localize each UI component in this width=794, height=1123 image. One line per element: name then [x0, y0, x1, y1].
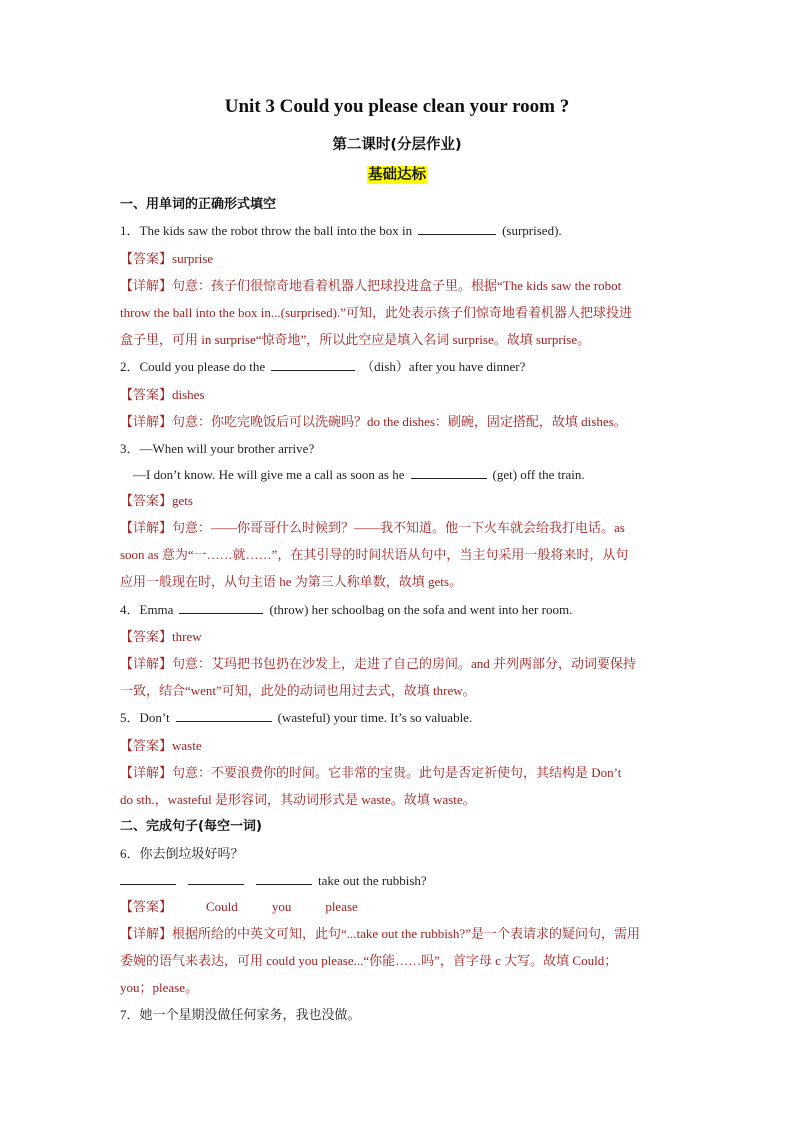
detail-label: 【详解】	[120, 415, 173, 430]
detail-1-line-1	[120, 277, 621, 296]
question-4-text: 4．Emma	[120, 602, 174, 617]
question-1-blank	[418, 222, 496, 235]
answer-6-value-2: you	[271, 899, 292, 914]
question-6-blank-2	[188, 872, 244, 885]
answer-3-value: gets	[172, 493, 193, 508]
question-6-blank-3	[256, 872, 312, 885]
question-3-blank	[411, 466, 487, 479]
question-1-hint: (surprised).	[502, 223, 562, 238]
detail-label: 【详解】	[120, 279, 173, 294]
answer-6-value-3: please	[325, 899, 358, 914]
answer-label: 【答案】	[120, 388, 173, 403]
detail-5-line-1	[120, 764, 621, 783]
question-1	[120, 222, 562, 240]
question-3-hint: (get) off the train.	[492, 467, 585, 482]
answer-1-value: surprise	[172, 251, 214, 266]
page-title: Unit 3 Could you please clean your room ?	[224, 96, 570, 117]
answer-1	[120, 250, 213, 269]
question-3-text: —I don’t know. He will give me a call as soon as he	[133, 467, 405, 482]
answer-6-value-1: Could	[206, 899, 238, 914]
answer-5-value: waste	[172, 738, 202, 753]
section-2-heading: 二、完成句子(每空一词)	[120, 819, 262, 834]
detail-4-text-1: 句意：艾玛把书包扔在沙发上，走进了自己的房间。and 并列两部分，动词要保持	[172, 656, 637, 671]
question-6-text: take out the rubbish?	[318, 873, 427, 888]
answer-label: 【答案】	[120, 494, 173, 509]
detail-2-line-1	[120, 413, 627, 432]
question-6-line-2	[120, 872, 427, 890]
detail-1-line-3: 盒子里，可用 in surprise“惊奇地”，所以此空应是填入名词 surprise。故填 surprise。	[120, 332, 591, 347]
detail-label: 【详解】	[120, 657, 173, 672]
answer-label: 【答案】	[120, 739, 173, 754]
detail-3-line-3: 应用一般现在时，从句主语 he 为第三人称单数，故填 gets。	[120, 574, 462, 589]
detail-6-line-3: you；please。	[120, 980, 198, 995]
answer-6	[120, 898, 358, 917]
answer-2	[120, 386, 205, 405]
question-2-blank	[271, 358, 355, 371]
detail-3-line-2: soon as 意为“一……就……”，在其引导的时间状语从句中，当主句采用一般将来时，从句	[120, 547, 629, 562]
answer-label: 【答案】	[120, 252, 173, 267]
question-3-line-1: 3．—When will your brother arrive?	[120, 441, 315, 456]
detail-4-line-1	[120, 655, 636, 674]
answer-4	[120, 628, 202, 647]
answer-label: 【答案】	[120, 630, 173, 645]
detail-4-line-2: 一致，结合“went”可知，此处的动词也用过去式，故填 threw。	[120, 683, 476, 698]
detail-6-text-1: 根据所给的中英文可知，此句“...take out the rubbish?”是一个表请求的疑问句，需用	[172, 926, 640, 941]
answer-3	[120, 492, 193, 511]
detail-2-text-1: 句意：你吃完晚饭后可以洗碗吗？do the dishes：刷碗，固定搭配，故填 dishes。	[172, 414, 627, 429]
detail-label: 【详解】	[120, 521, 173, 536]
detail-6-line-2: 委婉的语气来表达，可用 could you please...“你能……吗”，首字母 c 大写。故填 Could；	[120, 953, 618, 968]
question-2	[120, 358, 525, 376]
detail-3-text-1: 句意：——你哥哥什么时候到？——我不知道。他一下火车就会给我打电话。as	[172, 520, 625, 535]
level-label: 基础达标	[368, 167, 426, 183]
question-5	[120, 709, 472, 727]
question-4-hint: (throw) her schoolbag on the sofa and went into her room.	[269, 602, 573, 617]
answer-5	[120, 737, 202, 756]
answer-2-value: dishes	[172, 387, 205, 402]
answer-4-value: threw	[172, 629, 202, 644]
detail-1-text-1: 句意：孩子们很惊奇地看着机器人把球投进盒子里。根据“The kids saw the robot	[172, 278, 622, 293]
question-4	[120, 601, 572, 619]
level-badge	[0, 163, 794, 184]
detail-label: 【详解】	[120, 766, 173, 781]
question-5-hint: (wasteful) your time. It’s so valuable.	[277, 710, 473, 725]
question-7-line-1: 7．她一个星期没做任何家务，我也没做。	[120, 1007, 361, 1022]
detail-3-line-1	[120, 519, 625, 538]
question-5-blank	[176, 709, 272, 722]
detail-6-line-1	[120, 925, 640, 944]
detail-5-line-2: do sth.，wasteful 是形容词，其动词形式是 waste。故填 waste。	[120, 792, 476, 807]
question-1-text: 1．The kids saw the robot throw the ball into the box in	[120, 223, 413, 238]
answer-label: 【答案】	[120, 900, 173, 915]
question-6-line-1: 6．你去倒垃圾好吗？	[120, 846, 244, 861]
question-2-text: 2．Could you please do the	[120, 359, 266, 374]
question-4-blank	[179, 601, 263, 614]
section-1-heading: 一、用单词的正确形式填空	[120, 197, 277, 212]
lesson-subtitle: 第二课时(分层作业)	[332, 137, 462, 153]
question-3-line-2	[133, 466, 585, 484]
question-2-hint: （dish）after you have dinner?	[361, 359, 526, 374]
detail-1-line-2: throw the ball into the box in...(surprised).”可知，此处表示孩子们惊奇地看着机器人把球投进	[120, 305, 633, 320]
detail-5-text-1: 句意：不要浪费你的时间。它非常的宝贵。此句是否定祈使句，其结构是 Don’t	[172, 765, 622, 780]
question-6-blank-1	[120, 872, 176, 885]
question-5-text: 5．Don’t	[120, 710, 170, 725]
detail-label: 【详解】	[120, 927, 173, 942]
